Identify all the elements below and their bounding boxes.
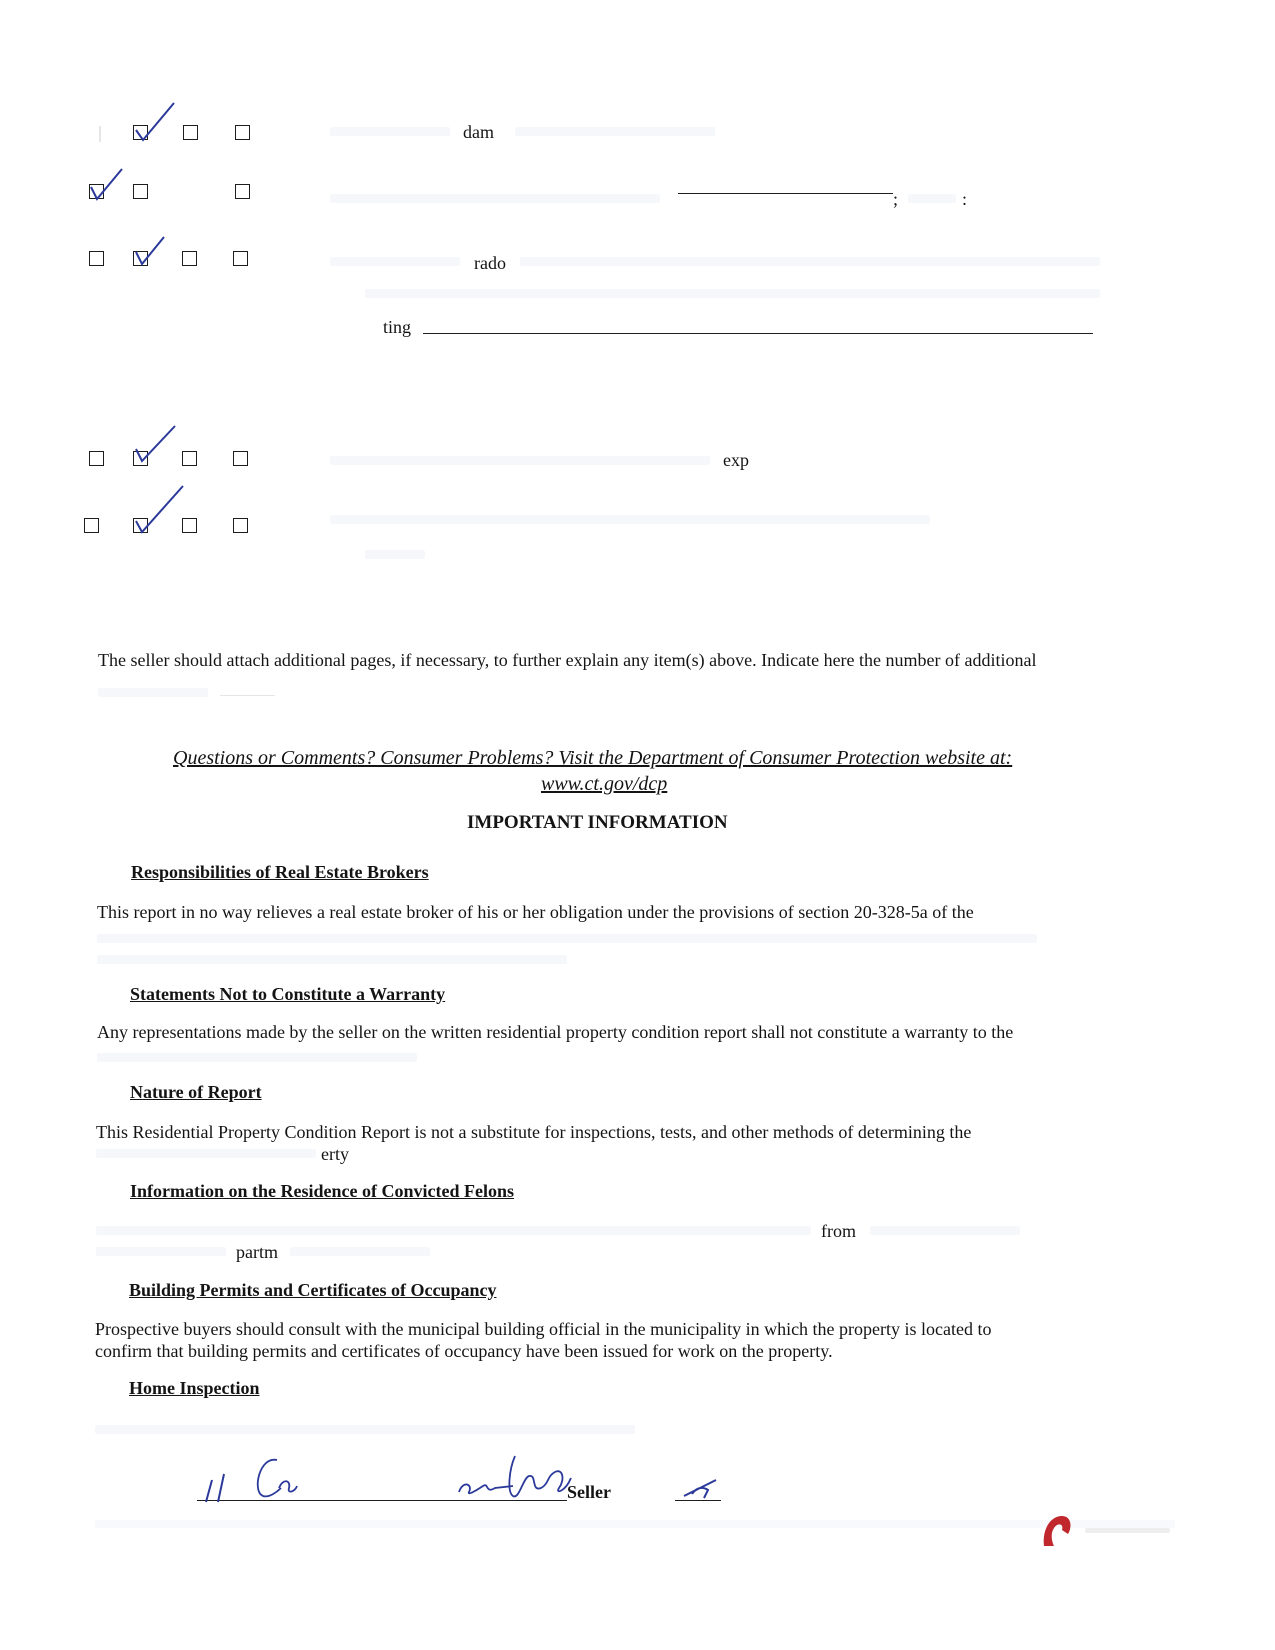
faded-text — [870, 1226, 1020, 1235]
faded-text — [330, 257, 460, 266]
checkmark-icon — [130, 100, 180, 145]
checkmark-icon — [86, 165, 131, 205]
checkbox[interactable] — [235, 125, 250, 140]
section-body-nature: This Residential Property Condition Report is not a substitute for inspections, tests, and other methods of determining the — [96, 1122, 972, 1142]
important-info-title: IMPORTANT INFORMATION — [467, 812, 728, 833]
section-fragment-partm: partm — [236, 1242, 278, 1262]
checkbox[interactable] — [133, 184, 148, 199]
seller-label: Seller — [567, 1482, 611, 1502]
faded-text — [97, 934, 1037, 943]
faded-text — [515, 127, 715, 136]
section-heading-brokers: Responsibilities of Real Estate Brokers — [131, 862, 429, 882]
checkmark-icon — [130, 482, 190, 538]
faded-text — [96, 1226, 811, 1235]
faded-text — [330, 456, 710, 465]
faded-text — [97, 1053, 417, 1062]
handwritten-signature — [455, 1448, 575, 1506]
checkbox[interactable] — [235, 184, 250, 199]
row4-text: exp — [723, 450, 749, 470]
checkbox[interactable] — [233, 518, 248, 533]
dcp-website-link[interactable]: www.ct.gov/dcp — [541, 773, 668, 795]
section-body-permits: Prospective buyers should consult with the municipal building official in the municipality in which the property is located to — [95, 1319, 992, 1339]
section-heading-inspection: Home Inspection — [129, 1378, 260, 1398]
checkbox[interactable] — [183, 125, 198, 140]
faded-text — [97, 955, 567, 964]
faded-text — [520, 257, 1100, 266]
row1-text: dam — [463, 122, 494, 142]
blank-line[interactable] — [220, 695, 275, 696]
row2-colon: : — [962, 189, 968, 209]
faded-text — [365, 550, 425, 559]
section-heading-warranty: Statements Not to Constitute a Warranty — [130, 984, 446, 1004]
blank-line[interactable] — [678, 193, 893, 194]
section-body-permits-2: confirm that building permits and certificates of occupancy have been issued for work on the property. — [95, 1341, 833, 1361]
logo-icon — [1040, 1512, 1074, 1548]
faded-text — [96, 1247, 226, 1256]
additional-pages-note: The seller should attach additional pages, if necessary, to further explain any item(s) above. Indicate here the number of additional — [98, 650, 1037, 670]
blank-line[interactable] — [423, 333, 1093, 334]
logo-faint-text — [1085, 1528, 1170, 1533]
faded-text — [290, 1247, 430, 1256]
row3-text: rado — [474, 253, 506, 273]
row3-second-text: ting — [383, 317, 412, 337]
section-body-brokers: This report in no way relieves a real estate broker of his or her obligation under the provisions of section 20-328-5a of the — [97, 902, 974, 922]
faded-text — [95, 1520, 1175, 1528]
faded-text — [908, 194, 956, 203]
handwritten-initials-1 — [197, 1452, 307, 1507]
dcp-link-text[interactable]: Questions or Comments? Consumer Problems? Visit the Department of Consumer Protection website at: — [173, 747, 1013, 769]
section-heading-felons: Information on the Residence of Convicted Felons — [130, 1181, 514, 1201]
faint-mark — [99, 126, 101, 142]
section-body-nature-2: erty — [321, 1144, 349, 1164]
faded-text — [95, 1425, 635, 1434]
section-heading-permits: Building Permits and Certificates of Occupancy — [129, 1280, 497, 1300]
checkbox[interactable] — [89, 251, 104, 266]
faded-text — [330, 515, 930, 524]
handwritten-initials-2 — [678, 1476, 724, 1502]
checkbox[interactable] — [233, 451, 248, 466]
checkbox[interactable] — [182, 251, 197, 266]
checkbox[interactable] — [182, 518, 197, 533]
section-body-warranty: Any representations made by the seller on the written residential property condition report shall not constitute a warranty to the — [97, 1022, 1014, 1042]
faded-text — [96, 1149, 316, 1158]
checkmark-icon — [130, 233, 170, 271]
checkbox[interactable] — [84, 518, 99, 533]
faded-text — [98, 688, 208, 697]
faded-text — [365, 289, 1100, 298]
checkbox[interactable] — [89, 451, 104, 466]
checkbox[interactable] — [182, 451, 197, 466]
row2-semicolon: ; — [893, 189, 899, 209]
faded-text — [330, 127, 450, 136]
checkbox[interactable] — [233, 251, 248, 266]
section-fragment-from: from — [821, 1221, 856, 1241]
section-heading-nature: Nature of Report — [130, 1082, 262, 1102]
faded-text — [330, 194, 660, 203]
checkmark-icon — [130, 422, 180, 467]
